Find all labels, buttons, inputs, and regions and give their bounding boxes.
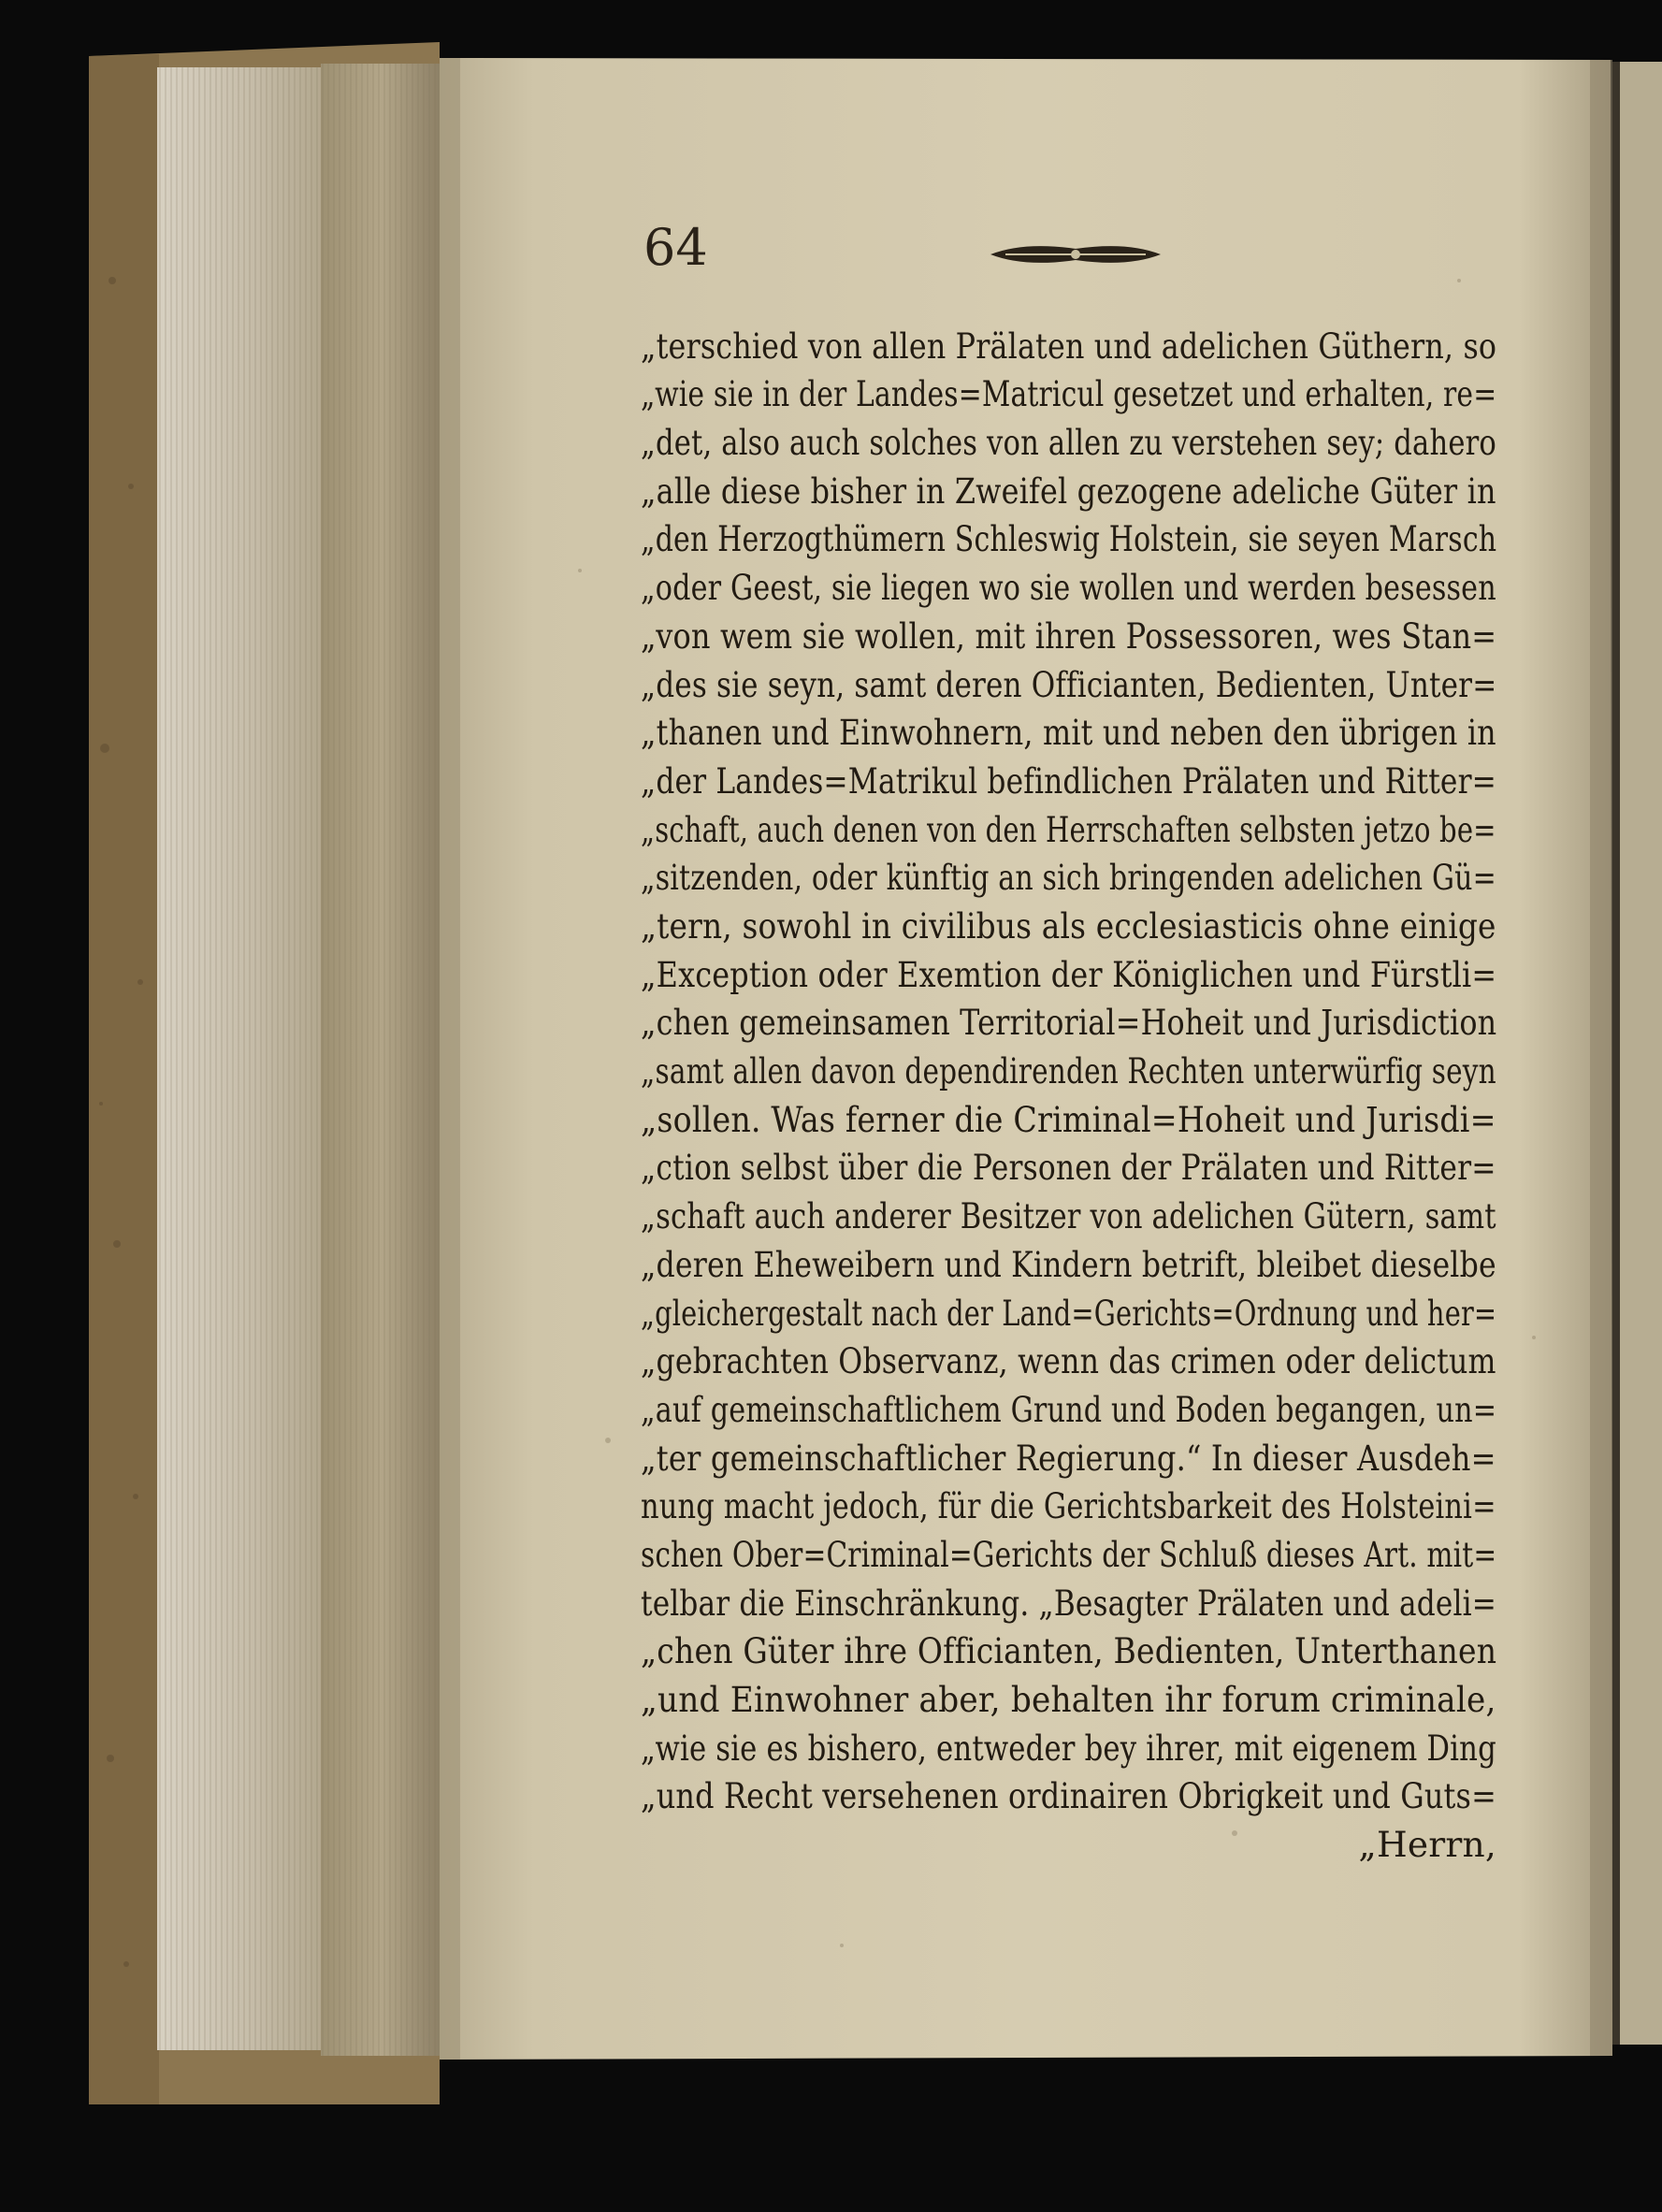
- text-line: „schaft auch anderer Besitzer von adelichen Gütern, samt: [641, 1195, 1496, 1236]
- text-line: „gebrachten Observanz, wenn das crimen oder delictum: [641, 1340, 1496, 1381]
- text-line: „det, also auch solches von allen zu verstehen sey; dahero: [641, 422, 1497, 463]
- text-line: „des sie seyn, samt deren Officianten, Bedienten, Unter=: [641, 664, 1497, 705]
- text-line: „samt allen davon dependirenden Rechten unterwürfig seyn: [641, 1050, 1496, 1092]
- text-line: „chen gemeinsamen Territorial=Hoheit und Jurisdiction: [641, 1002, 1497, 1043]
- text-line: „den Herzogthümern Schleswig Holstein, sie seyen Marsch: [641, 518, 1497, 559]
- text-line: „und Einwohner aber, behalten ihr forum criminale,: [641, 1679, 1496, 1720]
- catchword: „Herrn,: [1358, 1824, 1496, 1865]
- text-line: „der Landes=Matrikul befindlichen Prälaten und Ritter=: [641, 760, 1497, 802]
- text-line: „thanen und Einwohnern, mit und neben den übrigen in: [641, 712, 1496, 753]
- text-line: „sollen. Was ferner die Criminal=Hoheit und Jurisdi=: [641, 1099, 1496, 1140]
- text-line: „Exception oder Exemtion der Königlichen und Fürstli=: [641, 954, 1497, 995]
- text-line: „ction selbst über die Personen der Prälaten und Ritter=: [641, 1147, 1496, 1188]
- text-line: telbar die Einschränkung. „Besagter Prälaten und adeli=: [641, 1583, 1497, 1624]
- text-line: „und Recht versehenen ordinairen Obrigkeit und Guts=: [641, 1775, 1496, 1816]
- text-line: „gleichergestalt nach der Land=Gerichts=Ordnung und her=: [641, 1293, 1497, 1334]
- page-number: 64: [643, 218, 708, 277]
- text-line: schen Ober=Criminal=Gerichts der Schluß dieses Art. mit=: [641, 1534, 1497, 1575]
- text-line: „chen Güter ihre Officianten, Bedienten, Unterthanen: [641, 1630, 1497, 1671]
- text-line: „auf gemeinschaftlichem Grund und Boden begangen, un=: [641, 1389, 1497, 1430]
- text-line: „tern, sowohl in civilibus als ecclesiasticis ohne einige: [641, 905, 1496, 947]
- text-line: „deren Eheweibern und Kindern betrift, bleibet dieselbe: [641, 1244, 1496, 1285]
- text-line: „wie sie in der Landes=Matricul gesetzet und erhalten, re=: [641, 373, 1497, 414]
- text-line: „oder Geest, sie liegen wo sie wollen und werden besessen: [641, 567, 1496, 608]
- text-line: „von wem sie wollen, mit ihren Possessoren, wes Stan=: [641, 615, 1497, 657]
- decorative-ornament-icon: [987, 236, 1164, 273]
- text-line: „sitzenden, oder künftig an sich bringenden adelichen Gü=: [641, 857, 1496, 898]
- text-line: „alle diese bisher in Zweifel gezogene adeliche Güter in: [641, 470, 1496, 512]
- text-line: „schaft, auch denen von den Herrschaften selbsten jetzo be=: [641, 809, 1496, 850]
- text-line: nung macht jedoch, für die Gerichtsbarkeit des Holsteini=: [641, 1485, 1496, 1526]
- text-line: „wie sie es bishero, entweder bey ihrer, mit eigenem Ding: [641, 1728, 1496, 1769]
- text-line: „ter gemeinschaftlicher Regierung.“ In dieser Ausdeh=: [641, 1438, 1496, 1479]
- text-line: „terschied von allen Prälaten und adelichen Güthern, so: [641, 325, 1497, 367]
